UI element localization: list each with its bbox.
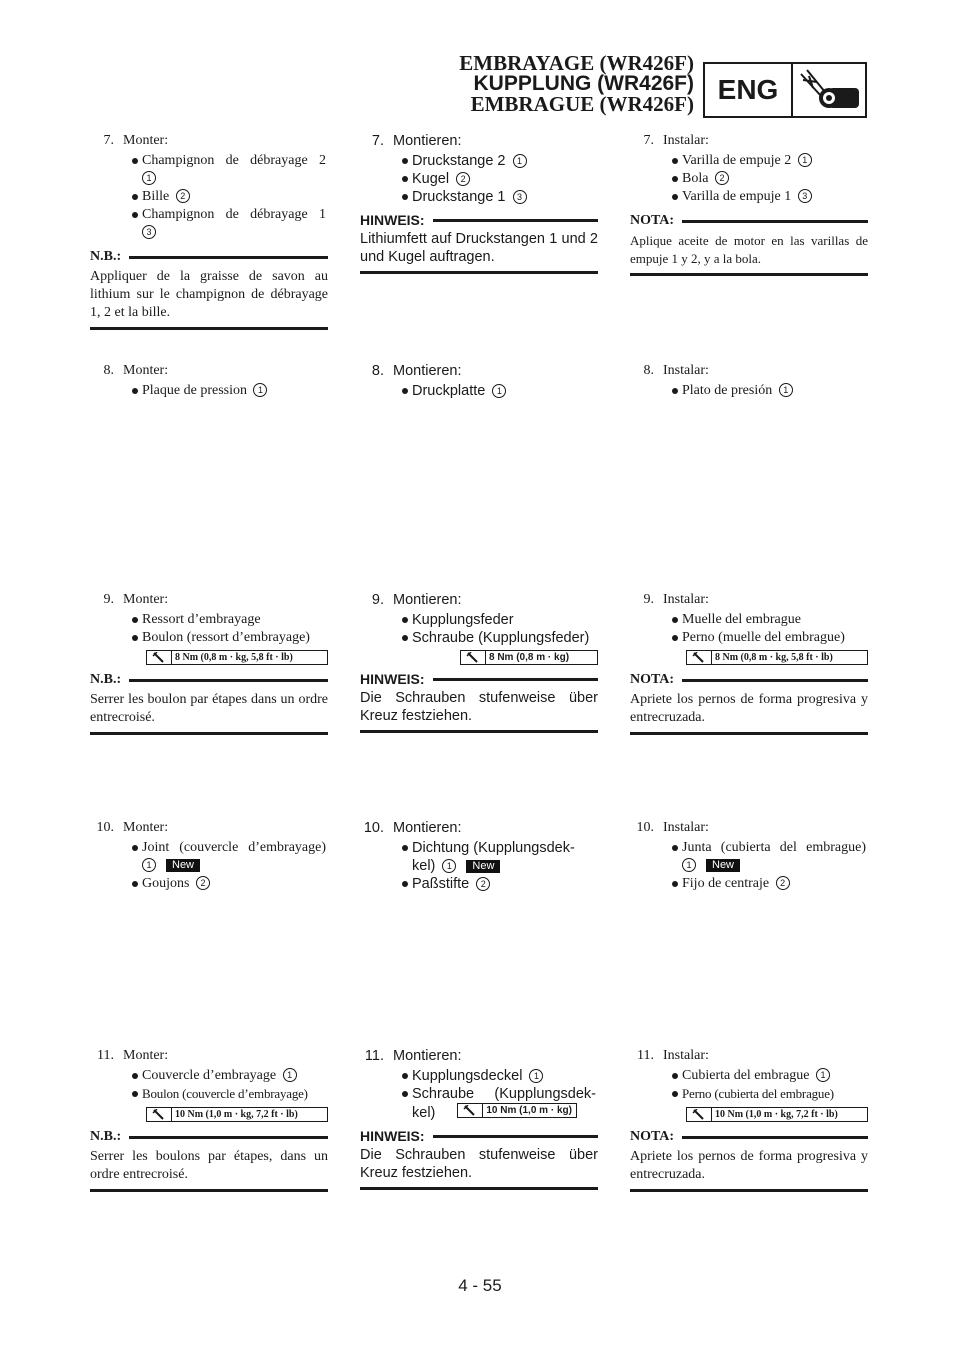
fr-step-10	[90, 819, 328, 893]
list-item: Schraube (Kupplungsfeder)	[360, 629, 598, 647]
page-number: 4 - 55	[458, 1276, 502, 1295]
note-box	[630, 212, 868, 276]
note-box	[360, 212, 598, 274]
step-heading: Montieren:	[393, 820, 462, 836]
callout-number: 3	[513, 190, 527, 204]
list-item: Dichtung (Kupplungsdek-	[360, 839, 598, 857]
note-box	[90, 248, 328, 330]
list-item: Druckplatte 1	[360, 382, 598, 400]
note-label: HINWEIS:	[360, 671, 425, 687]
note-label: NOTA:	[630, 672, 675, 687]
note-box	[360, 1128, 598, 1190]
list-item	[90, 857, 328, 875]
step-number: 11.	[637, 1048, 654, 1063]
torque-spec: 10 Nm (1,0 m · kg)	[457, 1103, 577, 1118]
note-label: NOTA:	[630, 1129, 675, 1144]
note-text: Lithiumfett auf Druckstangen 1 und 2 und Kugel auftragen.	[360, 228, 598, 274]
fr-step-11	[90, 1047, 328, 1192]
list-item: Boulon (couvercle d’embrayage)	[90, 1085, 328, 1104]
torque-spec: 10 Nm (1,0 m · kg, 7,2 ft · lb)	[686, 1107, 868, 1122]
step-number: 9.	[643, 592, 654, 607]
de-step-8	[360, 362, 598, 400]
callout-number: 2	[176, 189, 190, 203]
step-number: 10.	[96, 820, 114, 835]
step-number: 7.	[371, 133, 384, 149]
step-heading: Monter:	[123, 592, 169, 607]
list-item: kel) 10 Nm (1,0 m · kg)	[360, 1103, 598, 1122]
torque-wrench-icon	[461, 651, 486, 664]
step-heading: Monter:	[123, 363, 169, 378]
list-item: Joint (couvercle d’embrayage)	[90, 839, 328, 857]
de-step-10	[360, 819, 598, 893]
list-item: Cubierta del embrague 1	[630, 1067, 868, 1085]
step-number: 8.	[103, 363, 114, 378]
list-item: Muelle del embrague	[630, 611, 868, 629]
step-heading: Montieren:	[393, 1048, 462, 1064]
note-text: Apriete los pernos de forma progresiva y entrecruzada.	[630, 689, 868, 735]
fr-step-8	[90, 362, 328, 400]
note-label: HINWEIS:	[360, 1128, 425, 1144]
de-step-11	[360, 1047, 598, 1190]
es-step-10	[630, 819, 868, 893]
list-item: Plaque de pression 1	[90, 382, 328, 400]
new-part-badge: New	[166, 859, 200, 872]
step-number: 7.	[643, 133, 654, 148]
note-label: N.B.:	[90, 672, 122, 687]
torque-spec: 8 Nm (0,8 m · kg, 5,8 ft · lb)	[146, 650, 328, 665]
torque-wrench-icon	[458, 1104, 483, 1117]
new-part-badge: New	[706, 859, 740, 872]
callout-number: 1	[682, 858, 696, 872]
step-heading: Monter:	[123, 820, 169, 835]
callout-number: 1	[283, 1068, 297, 1082]
title-french: EMBRAYAGE (WR426F)	[459, 51, 694, 75]
list-item: Champignon de débrayage 2	[90, 152, 328, 170]
callout-number: 1	[816, 1068, 830, 1082]
note-label: NOTA:	[630, 213, 675, 228]
note-box	[90, 671, 328, 735]
torque-wrench-icon	[687, 651, 712, 664]
step-number: 10.	[636, 820, 654, 835]
callout-number: 1	[253, 383, 267, 397]
list-item: Champignon de débrayage 1	[90, 206, 328, 224]
callout-number: 2	[196, 876, 210, 890]
callout-number: 1	[492, 384, 506, 398]
list-item: Junta (cubierta del embrague)	[630, 839, 868, 857]
note-text: Apriete los pernos de forma progresiva y entrecruzada.	[630, 1146, 868, 1192]
callout-number: 3	[798, 189, 812, 203]
note-box	[90, 1128, 328, 1192]
note-box	[630, 1128, 868, 1192]
list-item: kel) 1 New	[360, 857, 598, 875]
list-item: Kupplungsdeckel 1	[360, 1067, 598, 1085]
callout-number: 1	[779, 383, 793, 397]
note-label: N.B.:	[90, 249, 122, 264]
callout-number: 1	[442, 859, 456, 873]
list-item: Plato de presión 1	[630, 382, 868, 400]
title-german: KUPPLUNG (WR426F)	[473, 72, 694, 95]
callout-number: 2	[476, 877, 490, 891]
de-step-9	[360, 591, 598, 733]
list-item: Paßstifte 2	[360, 875, 598, 893]
section-badge-label: ENG	[705, 64, 793, 116]
step-heading: Instalar:	[663, 820, 709, 835]
list-item	[90, 170, 328, 188]
note-box	[360, 671, 598, 733]
callout-number: 1	[142, 171, 156, 185]
es-step-8	[630, 362, 868, 400]
torque-wrench-icon	[687, 1108, 712, 1121]
step-heading: Instalar:	[663, 363, 709, 378]
list-item: Fijo de centraje 2	[630, 875, 868, 893]
torque-spec: 8 Nm (0,8 m · kg)	[460, 650, 598, 665]
step-number: 9.	[103, 592, 114, 607]
list-item: Varilla de empuje 1 3	[630, 188, 868, 206]
list-item: Ressort d’embrayage	[90, 611, 328, 629]
list-item: Druckstange 1 3	[360, 188, 598, 206]
torque-spec: 10 Nm (1,0 m · kg, 7,2 ft · lb)	[146, 1107, 328, 1122]
note-text: Die Schrauben stufenweise über Kreuz festziehen.	[360, 687, 598, 733]
note-text: Serrer les boulon par étapes dans un ordre entrecroisé.	[90, 689, 328, 735]
note-label: HINWEIS:	[360, 212, 425, 228]
es-step-9	[630, 591, 868, 735]
step-heading: Monter:	[123, 133, 169, 148]
list-item: Druckstange 2 1	[360, 152, 598, 170]
list-item: Kugel 2	[360, 170, 598, 188]
list-item: Perno (cubierta del embrague)	[630, 1085, 868, 1104]
note-text: Serrer les boulons par étapes, dans un ordre entrecroisé.	[90, 1146, 328, 1192]
torque-wrench-icon	[147, 651, 172, 664]
callout-number: 1	[142, 858, 156, 872]
note-box	[630, 671, 868, 735]
new-part-badge: New	[466, 860, 500, 873]
step-heading: Montieren:	[393, 592, 462, 608]
engine-crankshaft-icon	[793, 64, 865, 116]
step-number: 9.	[371, 592, 384, 608]
step-heading: Montieren:	[393, 133, 462, 149]
list-item: Boulon (ressort d’embrayage)	[90, 629, 328, 647]
step-heading: Monter:	[123, 1048, 169, 1063]
fr-step-9	[90, 591, 328, 735]
list-item: Bille 2	[90, 188, 328, 206]
list-item: Couvercle d’embrayage 1	[90, 1067, 328, 1085]
note-label: N.B.:	[90, 1129, 122, 1144]
list-item: Goujons 2	[90, 875, 328, 893]
list-item: Schraube (Kupplungsdek-	[360, 1085, 598, 1103]
es-step-7	[630, 132, 868, 276]
title-spanish: EMBRAGUE (WR426F)	[470, 92, 694, 116]
callout-number: 1	[798, 153, 812, 167]
list-item: Bola 2	[630, 170, 868, 188]
list-item: Perno (muelle del embrague)	[630, 629, 868, 647]
torque-spec: 8 Nm (0,8 m · kg, 5,8 ft · lb)	[686, 650, 868, 665]
step-heading: Montieren:	[393, 363, 462, 379]
callout-number: 1	[529, 1069, 543, 1083]
fr-step-7	[90, 132, 328, 330]
step-number: 8.	[643, 363, 654, 378]
callout-number: 2	[456, 172, 470, 186]
es-step-11	[630, 1047, 868, 1192]
callout-number: 2	[776, 876, 790, 890]
step-number: 10.	[363, 820, 384, 836]
torque-wrench-icon	[147, 1108, 172, 1121]
note-text: Appliquer de la graisse de savon au lithium sur le champignon de débrayage 1, 2 et la bille.	[90, 266, 328, 330]
section-badge	[703, 62, 867, 118]
list-item: Varilla de empuje 2 1	[630, 152, 868, 170]
callout-number: 3	[142, 225, 156, 239]
list-item	[630, 857, 868, 875]
de-step-7	[360, 132, 598, 274]
step-number: 8.	[371, 363, 384, 379]
step-heading: Instalar:	[663, 1048, 709, 1063]
callout-number: 1	[513, 154, 527, 168]
note-text: Aplique aceite de motor en las varillas de empuje 1 y 2, y a la bola.	[630, 230, 868, 276]
step-heading: Instalar:	[663, 133, 709, 148]
step-heading: Instalar:	[663, 592, 709, 607]
callout-number: 2	[715, 171, 729, 185]
step-number: 11.	[97, 1048, 114, 1063]
list-item: Kupplungsfeder	[360, 611, 598, 629]
note-text: Die Schrauben stufenweise über Kreuz festziehen.	[360, 1144, 598, 1190]
step-number: 7.	[103, 133, 114, 148]
list-item	[90, 224, 328, 242]
step-number: 11.	[364, 1048, 384, 1064]
